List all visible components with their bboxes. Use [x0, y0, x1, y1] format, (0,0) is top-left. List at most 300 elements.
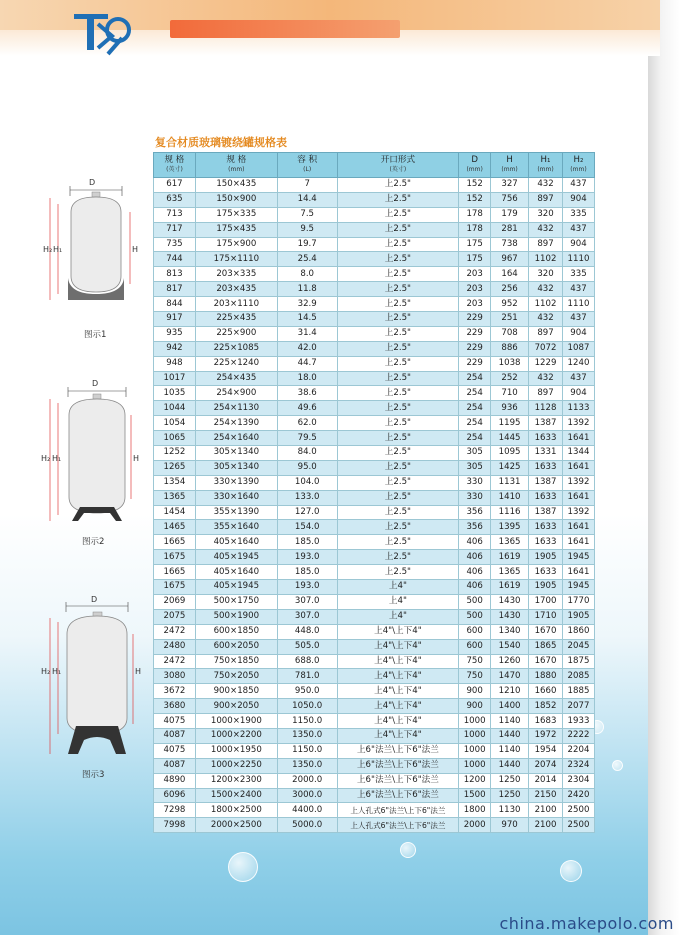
table-cell: 320 [529, 207, 563, 222]
table-cell: 952 [491, 297, 529, 312]
table-cell: 1140 [491, 714, 529, 729]
table-cell: 1395 [491, 520, 529, 535]
table-cell: 6096 [154, 788, 196, 803]
table-cell: 32.9 [277, 297, 337, 312]
table-cell: 970 [491, 818, 529, 833]
table-row [154, 609, 595, 624]
table-cell: 4087 [154, 728, 196, 743]
table-cell: 355×1640 [195, 520, 277, 535]
table-cell: 406 [459, 580, 491, 595]
fig3-h2-label: H₂ [41, 667, 51, 676]
table-cell: 307.0 [277, 609, 337, 624]
table-cell: 上2.5" [337, 431, 459, 446]
fig2-h1-label: H₁ [52, 454, 62, 463]
table-cell: 254×435 [195, 371, 277, 386]
table-cell: 2000.0 [277, 773, 337, 788]
table-cell: 600 [459, 624, 491, 639]
table-cell: 335 [562, 267, 594, 282]
fig3-h1-label: H₁ [52, 667, 62, 676]
table-cell: 上2.5" [337, 535, 459, 550]
column-header [154, 153, 196, 178]
column-header-unit: (mm) [501, 166, 518, 173]
table-cell: 1392 [562, 475, 594, 490]
table-cell: 1905 [529, 550, 563, 565]
table-cell: 406 [459, 535, 491, 550]
table-cell: 上2.5" [337, 326, 459, 341]
table-cell: 1875 [562, 654, 594, 669]
table-cell: 1885 [562, 684, 594, 699]
table-cell: 1054 [154, 416, 196, 431]
table-cell: 1340 [491, 624, 529, 639]
fig3-d-label: D [91, 595, 98, 604]
table-cell: 4087 [154, 758, 196, 773]
table-cell: 3680 [154, 699, 196, 714]
table-row [154, 222, 595, 237]
table-cell: 2100 [529, 818, 563, 833]
table-row [154, 580, 595, 595]
fig1-d-label: D [89, 178, 96, 187]
table-cell: 1133 [562, 401, 594, 416]
table-cell: 1252 [154, 446, 196, 461]
table-row [154, 207, 595, 222]
table-cell: 2472 [154, 654, 196, 669]
table-cell: 229 [459, 356, 491, 371]
table-cell: 14.5 [277, 312, 337, 327]
table-cell: 448.0 [277, 624, 337, 639]
table-cell: 437 [562, 178, 594, 193]
table-cell: 900×1850 [195, 684, 277, 699]
table-cell: 133.0 [277, 490, 337, 505]
table-cell: 1050.0 [277, 699, 337, 714]
table-row [154, 252, 595, 267]
table-cell: 229 [459, 312, 491, 327]
fig2-h2-label: H₂ [41, 454, 51, 463]
table-cell: 175×1110 [195, 252, 277, 267]
table-cell: 225×900 [195, 326, 277, 341]
table-row [154, 386, 595, 401]
table-cell: 254 [459, 371, 491, 386]
table-row [154, 624, 595, 639]
table-cell: 11.8 [277, 282, 337, 297]
table-row [154, 416, 595, 431]
table-cell: 上2.5" [337, 356, 459, 371]
table-row [154, 356, 595, 371]
table-cell: 948 [154, 356, 196, 371]
table-cell: 1905 [529, 580, 563, 595]
table-cell: 1250 [491, 773, 529, 788]
table-cell: 1044 [154, 401, 196, 416]
table-cell: 5000.0 [277, 818, 337, 833]
table-cell: 上4" [337, 580, 459, 595]
table-cell: 1445 [491, 431, 529, 446]
table-cell: 上2.5" [337, 282, 459, 297]
table-cell: 254 [459, 431, 491, 446]
table-row [154, 684, 595, 699]
decor-bubble [560, 860, 582, 882]
table-cell: 600×1850 [195, 624, 277, 639]
table-cell: 254 [459, 386, 491, 401]
table-cell: 1000×2250 [195, 758, 277, 773]
table-cell: 750×1850 [195, 654, 277, 669]
table-cell: 1110 [562, 252, 594, 267]
table-cell: 1470 [491, 669, 529, 684]
table-row [154, 282, 595, 297]
table-row [154, 788, 595, 803]
table-cell: 1365 [491, 535, 529, 550]
table-cell: 897 [529, 192, 563, 207]
table-cell: 1665 [154, 535, 196, 550]
table-cell: 1800 [459, 803, 491, 818]
table-row [154, 714, 595, 729]
table-row [154, 520, 595, 535]
table-cell: 505.0 [277, 639, 337, 654]
table-cell: 上2.5" [337, 550, 459, 565]
table-row [154, 758, 595, 773]
table-cell: 1095 [491, 446, 529, 461]
table-cell: 1410 [491, 490, 529, 505]
column-header-unit: (L) [303, 166, 312, 173]
table-cell: 3080 [154, 669, 196, 684]
table-cell: 1700 [529, 594, 563, 609]
table-cell: 1400 [491, 699, 529, 714]
decor-bubble [400, 842, 416, 858]
table-cell: 744 [154, 252, 196, 267]
header-orange-bar [170, 20, 400, 38]
table-cell: 1387 [529, 505, 563, 520]
table-cell: 上人孔式6"法兰\上下6"法兰 [337, 803, 459, 818]
table-cell: 1260 [491, 654, 529, 669]
table-cell: 上2.5" [337, 401, 459, 416]
table-cell: 175 [459, 252, 491, 267]
table-cell: 2085 [562, 669, 594, 684]
table-cell: 上6"法兰\上下6"法兰 [337, 758, 459, 773]
table-cell: 1017 [154, 371, 196, 386]
table-cell: 252 [491, 371, 529, 386]
table-cell: 150×435 [195, 178, 277, 193]
table-cell: 305×1340 [195, 446, 277, 461]
fig2-h-label: H [133, 454, 140, 463]
table-row [154, 267, 595, 282]
table-cell: 1800×2500 [195, 803, 277, 818]
table-cell: 上2.5" [337, 252, 459, 267]
table-cell: 2304 [562, 773, 594, 788]
column-header-unit: (mm) [537, 166, 554, 173]
table-cell: 1665 [154, 565, 196, 580]
table-cell: 上2.5" [337, 446, 459, 461]
table-cell: 1195 [491, 416, 529, 431]
table-cell: 813 [154, 267, 196, 282]
table-cell: 1425 [491, 460, 529, 475]
table-cell: 781.0 [277, 669, 337, 684]
table-cell: 79.5 [277, 431, 337, 446]
table-row [154, 728, 595, 743]
column-header-unit: (mm) [228, 166, 245, 173]
table-cell: 1430 [491, 609, 529, 624]
table-cell: 1933 [562, 714, 594, 729]
table-cell: 1852 [529, 699, 563, 714]
table-cell: 上2.5" [337, 341, 459, 356]
table-cell: 1110 [562, 297, 594, 312]
table-cell: 900×2050 [195, 699, 277, 714]
table-cell: 330×1640 [195, 490, 277, 505]
column-header [459, 153, 491, 178]
table-cell: 1641 [562, 460, 594, 475]
table-cell: 2000 [459, 818, 491, 833]
table-cell: 817 [154, 282, 196, 297]
table-cell: 405×1945 [195, 550, 277, 565]
table-cell: 上2.5" [337, 192, 459, 207]
table-cell: 1540 [491, 639, 529, 654]
table-row [154, 505, 595, 520]
table-cell: 432 [529, 312, 563, 327]
table-cell: 203 [459, 267, 491, 282]
table-cell: 1200×2300 [195, 773, 277, 788]
table-cell: 600×2050 [195, 639, 277, 654]
table-cell: 904 [562, 326, 594, 341]
watermark: china.makepolo.com [499, 914, 674, 933]
table-cell: 150×900 [195, 192, 277, 207]
table-cell: 上6"法兰\上下6"法兰 [337, 743, 459, 758]
table-cell: 3672 [154, 684, 196, 699]
table-row [154, 565, 595, 580]
fig1-h2-label: H₂ [43, 245, 53, 254]
column-header-unit: (mm) [570, 166, 587, 173]
table-cell: 上2.5" [337, 267, 459, 282]
table-cell: 上2.5" [337, 237, 459, 252]
column-header-unit: (mm) [466, 166, 483, 173]
table-cell: 688.0 [277, 654, 337, 669]
table-cell: 1440 [491, 728, 529, 743]
table-cell: 305×1340 [195, 460, 277, 475]
table-cell: 上2.5" [337, 416, 459, 431]
table-cell: 735 [154, 237, 196, 252]
table-cell: 上2.5" [337, 207, 459, 222]
table-cell: 上4"\上下4" [337, 699, 459, 714]
table-row [154, 178, 595, 193]
table-cell: 356 [459, 520, 491, 535]
table-cell: 500×1750 [195, 594, 277, 609]
table-cell: 4890 [154, 773, 196, 788]
tank-diagram-1 [38, 176, 138, 322]
table-cell: 1210 [491, 684, 529, 699]
table-cell: 1344 [562, 446, 594, 461]
table-cell: 152 [459, 192, 491, 207]
table-cell: 3000.0 [277, 788, 337, 803]
table-cell: 1140 [491, 743, 529, 758]
table-cell: 104.0 [277, 475, 337, 490]
column-header-label: H₁ [540, 155, 551, 165]
table-cell: 上4"\上下4" [337, 669, 459, 684]
table-cell: 229 [459, 326, 491, 341]
table-row [154, 535, 595, 550]
table-cell: 1945 [562, 550, 594, 565]
table-cell: 上4" [337, 609, 459, 624]
table-cell: 154.0 [277, 520, 337, 535]
table-cell: 405×1640 [195, 535, 277, 550]
column-header-unit: (英寸) [389, 166, 407, 173]
table-row [154, 594, 595, 609]
tank-diagram-2 [38, 375, 138, 527]
table-cell: 713 [154, 207, 196, 222]
table-cell: 178 [459, 207, 491, 222]
table-cell: 1000×1900 [195, 714, 277, 729]
table-cell: 1880 [529, 669, 563, 684]
table-cell: 上2.5" [337, 460, 459, 475]
table-cell: 4075 [154, 714, 196, 729]
table-cell: 437 [562, 222, 594, 237]
table-cell: 1660 [529, 684, 563, 699]
table-cell: 1633 [529, 431, 563, 446]
table-cell: 2100 [529, 803, 563, 818]
table-cell: 9.5 [277, 222, 337, 237]
table-cell: 31.4 [277, 326, 337, 341]
table-cell: 1000×2200 [195, 728, 277, 743]
fig1-h-label: H [132, 245, 139, 254]
table-cell: 1392 [562, 505, 594, 520]
table-cell: 406 [459, 565, 491, 580]
table-cell: 900 [459, 684, 491, 699]
table-cell: 886 [491, 341, 529, 356]
table-cell: 2075 [154, 609, 196, 624]
table-cell: 7072 [529, 341, 563, 356]
table-cell: 225×435 [195, 312, 277, 327]
table-cell: 1000 [459, 714, 491, 729]
table-cell: 254×1390 [195, 416, 277, 431]
table-cell: 1633 [529, 520, 563, 535]
table-cell: 185.0 [277, 535, 337, 550]
table-cell: 1641 [562, 431, 594, 446]
table-cell: 上4"\上下4" [337, 654, 459, 669]
table-cell: 1633 [529, 535, 563, 550]
table-cell: 1454 [154, 505, 196, 520]
table-cell: 254×1130 [195, 401, 277, 416]
table-cell: 405×1945 [195, 580, 277, 595]
column-header-label: 规 格 [164, 155, 185, 165]
column-header-label: 容 积 [297, 155, 318, 165]
column-header-label: H₂ [573, 155, 584, 165]
table-row [154, 237, 595, 252]
table-cell: 2500 [562, 803, 594, 818]
table-cell: 2014 [529, 773, 563, 788]
table-row [154, 639, 595, 654]
table-cell: 44.7 [277, 356, 337, 371]
table-cell: 1641 [562, 535, 594, 550]
table-cell: 756 [491, 192, 529, 207]
table-cell: 320 [529, 267, 563, 282]
table-cell: 上4"\上下4" [337, 684, 459, 699]
table-cell: 178 [459, 222, 491, 237]
table-cell: 95.0 [277, 460, 337, 475]
table-cell: 2150 [529, 788, 563, 803]
table-cell: 上4"\上下4" [337, 639, 459, 654]
table-cell: 175×335 [195, 207, 277, 222]
table-cell: 上2.5" [337, 371, 459, 386]
table-cell: 904 [562, 386, 594, 401]
table-cell: 49.6 [277, 401, 337, 416]
table-cell: 1670 [529, 654, 563, 669]
table-cell: 62.0 [277, 416, 337, 431]
table-cell: 1265 [154, 460, 196, 475]
table-cell: 1000 [459, 728, 491, 743]
table-cell: 432 [529, 178, 563, 193]
column-header-unit: (英寸) [166, 166, 183, 173]
table-cell: 1633 [529, 565, 563, 580]
table-row [154, 654, 595, 669]
table-cell: 967 [491, 252, 529, 267]
table-row [154, 773, 595, 788]
table-cell: 175 [459, 237, 491, 252]
table-cell: 179 [491, 207, 529, 222]
table-cell: 1465 [154, 520, 196, 535]
figure-1-caption: 图示1 [84, 330, 107, 340]
table-cell: 4400.0 [277, 803, 337, 818]
table-cell: 844 [154, 297, 196, 312]
tank-diagram-3 [38, 594, 142, 762]
table-cell: 127.0 [277, 505, 337, 520]
decor-bubble [612, 760, 623, 771]
table-row [154, 475, 595, 490]
table-cell: 上2.5" [337, 297, 459, 312]
table-cell: 1641 [562, 565, 594, 580]
table-cell: 335 [562, 207, 594, 222]
table-cell: 152 [459, 178, 491, 193]
table-cell: 上2.5" [337, 475, 459, 490]
table-cell: 1675 [154, 580, 196, 595]
table-cell: 500×1900 [195, 609, 277, 624]
table-cell: 1500×2400 [195, 788, 277, 803]
table-cell: 上4" [337, 594, 459, 609]
table-cell: 1710 [529, 609, 563, 624]
table-row [154, 297, 595, 312]
table-cell: 897 [529, 386, 563, 401]
table-cell: 1954 [529, 743, 563, 758]
table-cell: 750 [459, 669, 491, 684]
table-cell: 1150.0 [277, 714, 337, 729]
table-cell: 1675 [154, 550, 196, 565]
table-cell: 1633 [529, 460, 563, 475]
table-cell: 307.0 [277, 594, 337, 609]
table-cell: 1945 [562, 580, 594, 595]
table-cell: 2074 [529, 758, 563, 773]
table-cell: 1131 [491, 475, 529, 490]
table-cell: 2420 [562, 788, 594, 803]
table-cell: 203×1110 [195, 297, 277, 312]
table-cell: 1972 [529, 728, 563, 743]
table-cell: 305 [459, 460, 491, 475]
table-cell: 1038 [491, 356, 529, 371]
table-cell: 1102 [529, 297, 563, 312]
table-cell: 229 [459, 341, 491, 356]
figure-3-caption: 图示3 [82, 770, 105, 780]
column-header-label: 开口形式 [380, 155, 416, 165]
table-cell: 617 [154, 178, 196, 193]
table-cell: 1350.0 [277, 728, 337, 743]
column-header [491, 153, 529, 178]
table-cell: 25.4 [277, 252, 337, 267]
table-cell: 356 [459, 505, 491, 520]
table-cell: 254×1640 [195, 431, 277, 446]
spec-table [153, 152, 595, 833]
table-cell: 1200 [459, 773, 491, 788]
table-cell: 1065 [154, 431, 196, 446]
table-cell: 7298 [154, 803, 196, 818]
table-cell: 281 [491, 222, 529, 237]
table-cell: 935 [154, 326, 196, 341]
table-row [154, 699, 595, 714]
table-row [154, 312, 595, 327]
table-cell: 1770 [562, 594, 594, 609]
table-cell: 1641 [562, 520, 594, 535]
